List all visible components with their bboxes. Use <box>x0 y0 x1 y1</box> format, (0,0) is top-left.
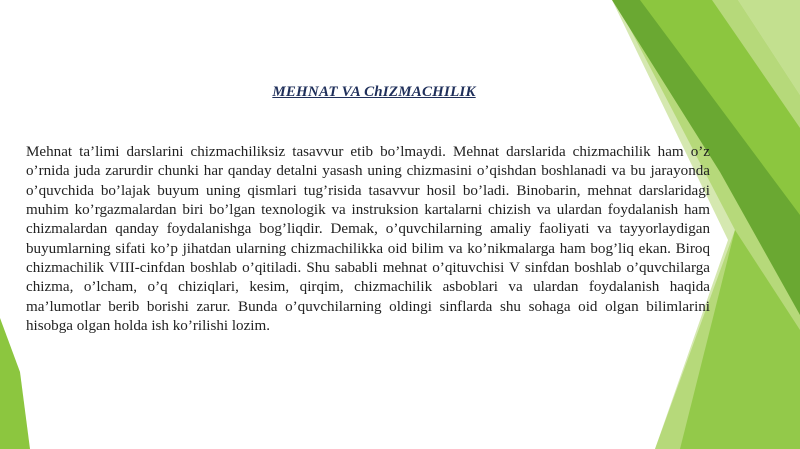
slide-body-text: Mehnat ta’limi darslarini chizmachiliksiz tasavvur etib bo’lmaydi. Mehnat darslarida chizmachilik ham o’z o’rnida juda zarurdir chunki har qanday detalni yasash uning chizmasini o’qishdan boshlanadi va bu jarayonda o’quvchida bo’lajak buyum uning qismlari tug’risida tasavvur hosil bo’ladi. Binobarin, mehnat darslaridagi muhim ko’rgazmalardan biri bo’lgan texnologik va instruksion kartalarni chizish va ulardan foydalanish ham chizmalardan qanday foydalanishga bog’liqdir. Demak, o’quvchilarning amaliy faoliyati va tayyorlaydigan buyumlarning sifati ko’p jihatdan ularning chizmachilikka oid bilim va ko’nikmalarga ham bog’liq ekan. Biroq chizmachilik VIII-cinfdan boshlab o’qitiladi. Shu sababli mehnat o’qituvchisi V sinfdan boshlab o’quvchilarga chizma, o’lcham, o’q chiziqlari, kesim, qirqim, chizmachilik asboblari va ulardan foydalanish haqida ma’lumotlar berib borishi zarur. Bunda o’quvchilarning oldingi sinflarda shu sohaga oid olgan bilimlarini hisobga olgan holda ish ko’rilishi lozim. <box>26 144 710 335</box>
slide-title: MEHNAT VA ChIZMACHILIK <box>272 84 476 100</box>
left-green-wedge <box>0 318 30 449</box>
